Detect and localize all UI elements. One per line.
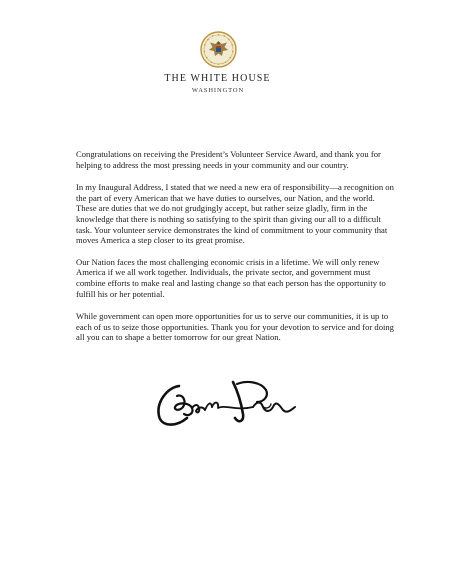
paragraph-economic-crisis: Our Nation faces the most challenging economic crisis in a lifetime. We will only renew America if we all work together. Individuals, the private sector, and government must combine efforts to make real and lasting change so that each person has the opportunity to fulfill his or her potential.: [76, 256, 386, 299]
handwritten-signature-icon: [153, 374, 313, 442]
paragraph-responsibility: In my Inaugural Address, I stated that we need a new era of responsibility—a recognition on the part of every American that we have duties to ourselves, our Nation, and the world. These are duties that we do not grudgingly accept, but rather seize gladly, firm in the knowledge that there is nothing so satisfying to the spirit than giving our all to a difficult task. Your volunteer service demonstrates the kind of commitment to your community that moves America a step closer to its great promise.: [76, 182, 394, 246]
presidential-seal-icon: [200, 31, 237, 68]
letterhead-city: WASHINGTON: [191, 87, 245, 94]
paragraph-congratulations: Congratulations on receiving the President’s Volunteer Service Award, and thank you for helping to address the most pressing needs in your community and our country.: [76, 149, 381, 170]
paragraph-opportunities: While government can open more opportunities for us to serve our communities, it is up to each of us to seize those opportunities. Thank you for your devotion to service and for doing all you can to shape a better tomorrow for our great Nation.: [76, 311, 394, 343]
letterhead-org: THE WHITE HOUSE: [164, 73, 271, 84]
letter-body: [76, 149, 394, 355]
